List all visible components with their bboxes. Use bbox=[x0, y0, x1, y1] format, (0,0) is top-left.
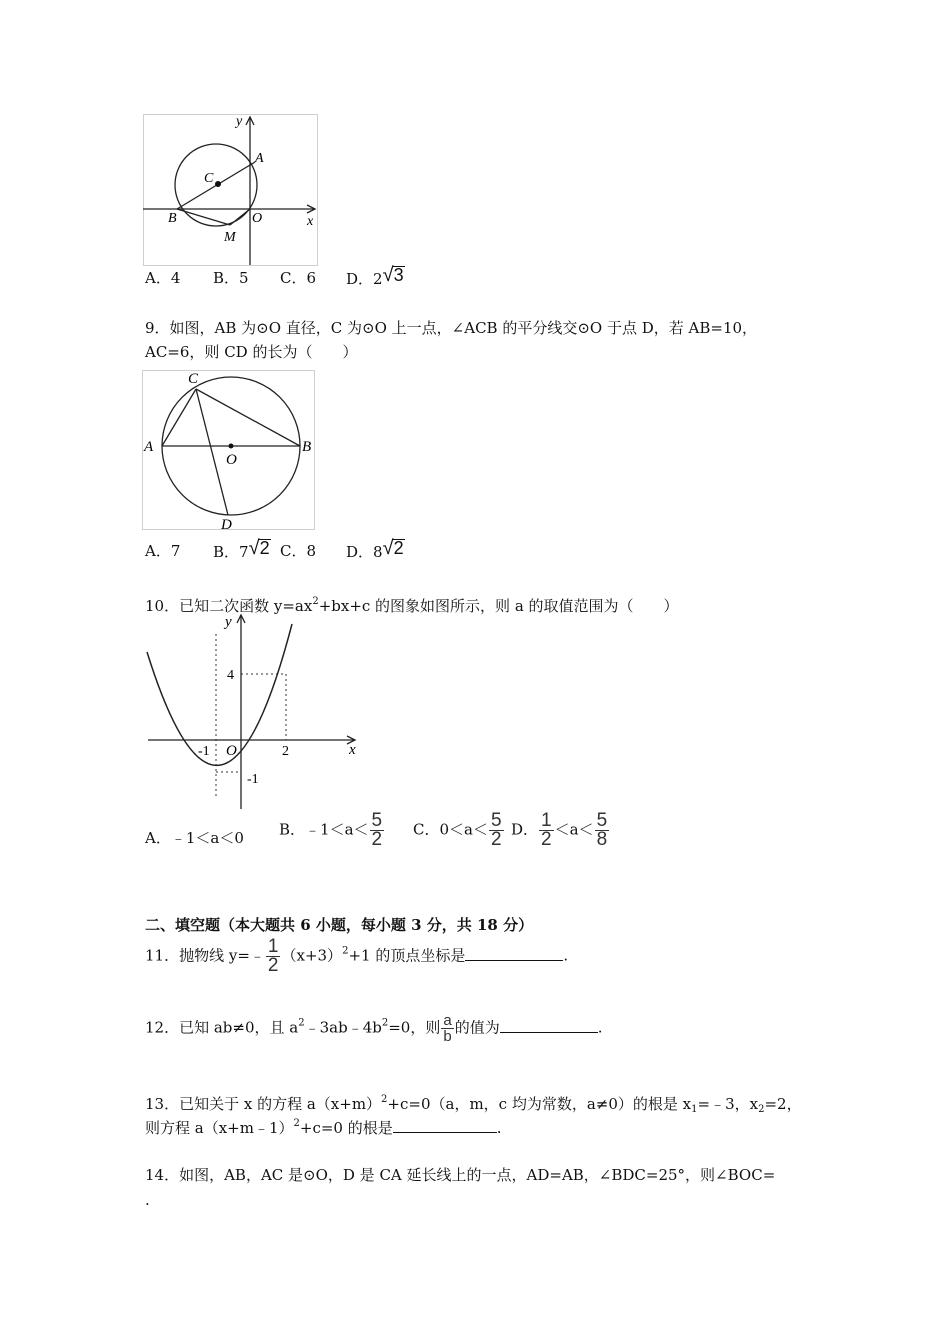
q10-option-d-fraction1: $\frac{1}{2}$ bbox=[541, 810, 552, 850]
q8-options bbox=[145, 268, 180, 288]
q12-stem: 12．已知 ab≠0，且 $a^2﹣3ab﹣4b^2=0$，则 $\frac{a}{b}$ 的值为 . bbox=[145, 1012, 603, 1045]
q9-figure bbox=[142, 370, 317, 532]
q10-stem: 10．已知二次函数 $y=ax^2+bx+c$ 的图象如图所示，则 a 的取值范围为（ ） bbox=[145, 596, 679, 615]
q13-stem-line2: 则方程 a（x+m﹣1）$^2$+c=0 的根是 . bbox=[145, 1118, 502, 1137]
q10-parabola bbox=[147, 624, 292, 765]
q8-label-x: x bbox=[307, 214, 314, 229]
q14-stem-line1: 14．如图，AB，AC 是⊙O，D 是 CA 延长线上的一点，AD=AB，∠BDC=25°，则∠BOC= bbox=[145, 1166, 776, 1184]
q10-option-d: D． $\frac{1}{2}$ ＜a＜ $\frac{5}{8}$ bbox=[511, 810, 608, 850]
radical-sign: √ bbox=[382, 264, 394, 286]
q9-label-c: C bbox=[188, 371, 199, 387]
q9-stem-line2: AC=6，则 CD 的长为（ ） bbox=[145, 343, 358, 361]
q11-stem: 11．抛物线 y=﹣ $\frac{1}{2}$ $(x+3)^2+1$ 的顶点坐标是 . bbox=[145, 936, 569, 976]
q10-option-a: A．﹣1＜a＜0 bbox=[145, 829, 244, 847]
radical-sign: √ bbox=[248, 537, 260, 559]
q8-option-a: A．4 bbox=[145, 269, 181, 287]
q10-option-d-fraction2: $\frac{5}{8}$ bbox=[596, 810, 608, 850]
q8-option-c: C．6 bbox=[280, 269, 317, 287]
q8-option-d-radicand: 3 bbox=[393, 265, 404, 285]
q9-option-d: D．8√2 bbox=[346, 537, 404, 561]
q11-answer-blank[interactable] bbox=[465, 946, 563, 961]
q9-stem-line1: 9．如图，AB 为⊙O 直径，C 为⊙O 上一点，∠ACB 的平分线交⊙O 于点 D，若 AB=10， bbox=[145, 319, 758, 337]
q10-label-neg1-y: -1 bbox=[247, 772, 259, 787]
q9-option-b-radicand: 2 bbox=[259, 538, 270, 558]
q9-option-d-radicand: 2 bbox=[393, 538, 404, 558]
radical-sign: √ bbox=[382, 537, 394, 559]
q10-label-neg1-x: -1 bbox=[198, 744, 210, 759]
section2-heading: 二、填空题（本大题共 6 小题，每小题 3 分，共 18 分） bbox=[145, 916, 534, 934]
q8-label-m: M bbox=[224, 230, 236, 245]
q10-option-c-fraction: $\frac{5}{2}$ bbox=[490, 810, 502, 850]
q13-answer-blank[interactable] bbox=[393, 1118, 497, 1133]
q8-label-o: O bbox=[252, 211, 263, 226]
q8-option-b: B．5 bbox=[213, 269, 249, 287]
q8-label-a: A bbox=[255, 151, 264, 166]
q8-figure bbox=[143, 114, 318, 266]
q11-fraction: $\frac{1}{2}$ bbox=[267, 936, 279, 976]
q9-option-c: C．8 bbox=[280, 542, 317, 560]
q13-stem-line1: 13．已知关于 x 的方程 $a(x+m)^2+c=0(a$，m，c 均为常数，a≠0）的根是 $x_1=﹣3$，$x_2=2$， bbox=[145, 1094, 802, 1115]
q9-label-b: B bbox=[302, 439, 312, 455]
q9-option-a: A．7 bbox=[145, 542, 181, 560]
q12-fraction: $\frac{a}{b}$ bbox=[443, 1012, 452, 1045]
q10-label-x: x bbox=[349, 742, 356, 758]
q10-option-b-fraction: $\frac{5}{2}$ bbox=[371, 810, 383, 850]
q9-option-b: B．7√2 bbox=[213, 537, 270, 561]
q12-answer-blank[interactable] bbox=[500, 1018, 598, 1033]
q10-label-2: 2 bbox=[282, 744, 289, 759]
q9-label-a: A bbox=[144, 439, 154, 455]
q10-option-c: C．0＜a＜ $\frac{5}{2}$ bbox=[413, 810, 502, 850]
q10-label-y: y bbox=[225, 614, 232, 630]
q9-center-point bbox=[229, 444, 234, 449]
q10-option-b: B．﹣1＜a＜ $\frac{5}{2}$ bbox=[279, 810, 383, 850]
q8-label-c: C bbox=[204, 171, 214, 186]
q8-label-b: B bbox=[168, 211, 177, 226]
q10-figure bbox=[142, 612, 362, 812]
q10-label-o: O bbox=[226, 743, 237, 759]
q8-option-d: D．2√3 bbox=[346, 264, 404, 288]
q9-label-d: D bbox=[221, 517, 232, 532]
q8-center-point bbox=[215, 181, 221, 187]
q14-stem-line2: . bbox=[145, 1191, 150, 1209]
q10-label-4: 4 bbox=[227, 668, 234, 683]
q8-label-y: y bbox=[236, 114, 243, 129]
q9-label-o: O bbox=[226, 452, 237, 468]
